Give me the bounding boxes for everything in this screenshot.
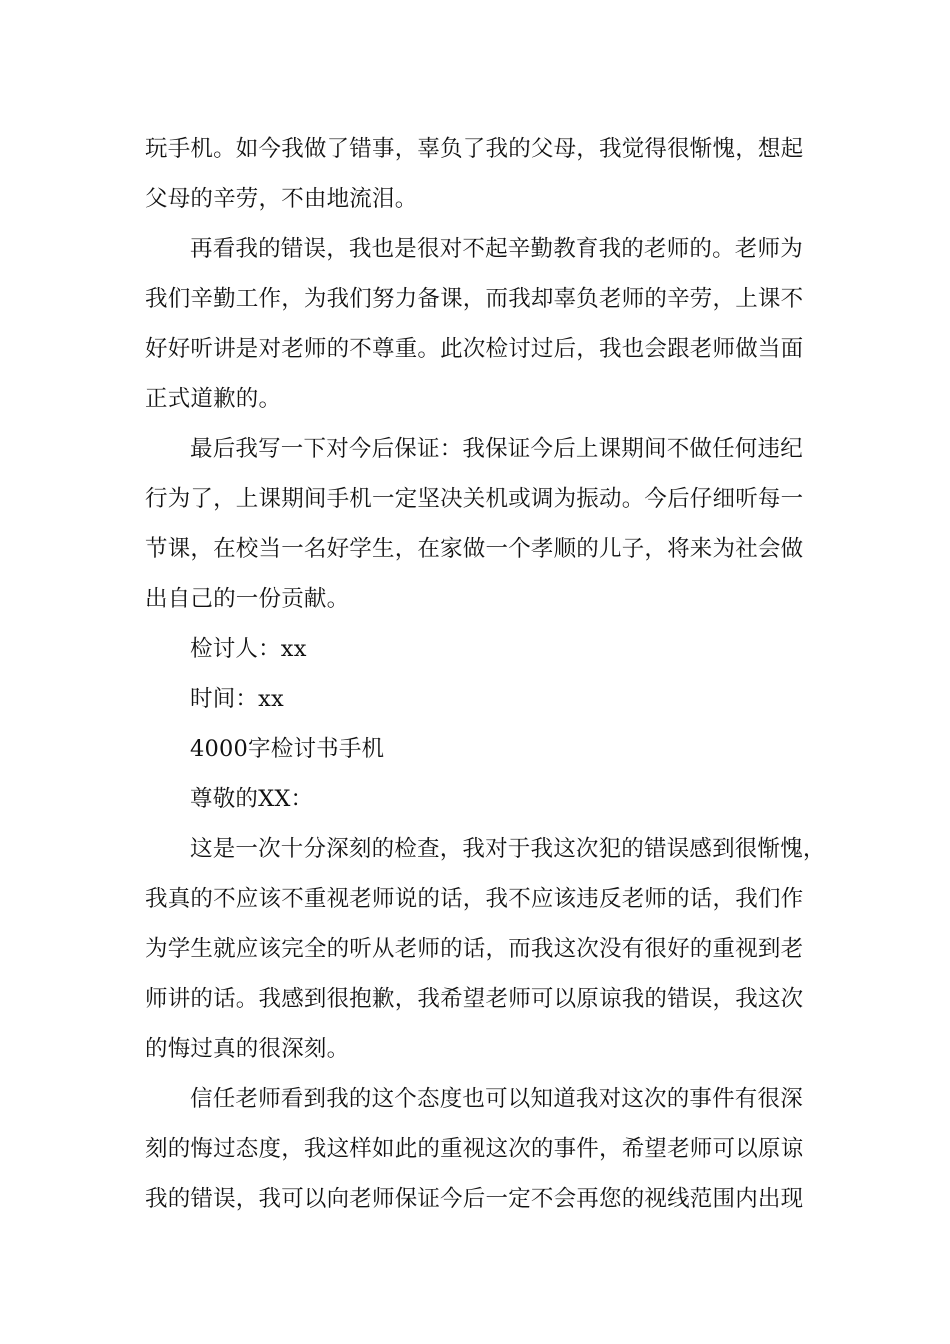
paragraph-5 xyxy=(145,1074,807,1224)
text-line: 我的错误，我可以向老师保证今后一定不会再您的视线范围内出现 xyxy=(145,1186,804,1212)
reviewer-signature: 检讨人：xx xyxy=(190,636,307,662)
text-line: 再看我的错误，我也是很对不起辛勤教育我的老师的。老师为 xyxy=(190,236,803,262)
text-line: 好好听讲是对老师的不尊重。此次检讨过后，我也会跟老师做当面 xyxy=(145,336,804,362)
salutation: 尊敬的XX： xyxy=(190,786,314,812)
text-line: 这是一次十分深刻的检查，我对于我这次犯的错误感到很惭愧， xyxy=(190,836,826,862)
paragraph-3 xyxy=(145,424,807,624)
document-page xyxy=(145,124,826,1224)
text-line: 师讲的话。我感到很抱歉，我希望老师可以原谅我的错误，我这次 xyxy=(145,986,804,1012)
text-line: 最后我写一下对今后保证：我保证今后上课期间不做任何违纪 xyxy=(190,436,803,462)
text-line: 刻的悔过态度，我这样如此的重视这次的事件，希望老师可以原谅 xyxy=(145,1136,804,1162)
paragraph-1 xyxy=(145,124,807,224)
text-line: 节课，在校当一名好学生，在家做一个孝顺的儿子，将来为社会做 xyxy=(145,536,804,562)
paragraph-2 xyxy=(145,224,807,424)
text-line: 信任老师看到我的这个态度也可以知道我对这次的事件有很深 xyxy=(190,1086,803,1112)
text-line: 我真的不应该不重视老师说的话，我不应该违反老师的话，我们作 xyxy=(145,886,804,912)
text-line: 的悔过真的很深刻。 xyxy=(145,1036,350,1062)
paragraph-4 xyxy=(145,824,826,1074)
text-line: 行为了，上课期间手机一定坚决关机或调为振动。今后仔细听每一 xyxy=(145,486,804,512)
text-line: 父母的辛劳，不由地流泪。 xyxy=(145,186,418,212)
signature-time: 时间：xx xyxy=(190,686,284,712)
text-line: 出自己的一份贡献。 xyxy=(145,586,350,612)
section-title: 4000字检讨书手机 xyxy=(190,736,385,762)
text-line: 我们辛勤工作，为我们努力备课，而我却辜负老师的辛劳，上课不 xyxy=(145,286,804,312)
text-line: 正式道歉的。 xyxy=(145,386,282,412)
text-line: 为学生就应该完全的听从老师的话，而我这次没有很好的重视到老 xyxy=(145,936,804,962)
text-line: 玩手机。如今我做了错事，辜负了我的父母，我觉得很惭愧，想起 xyxy=(145,136,804,162)
